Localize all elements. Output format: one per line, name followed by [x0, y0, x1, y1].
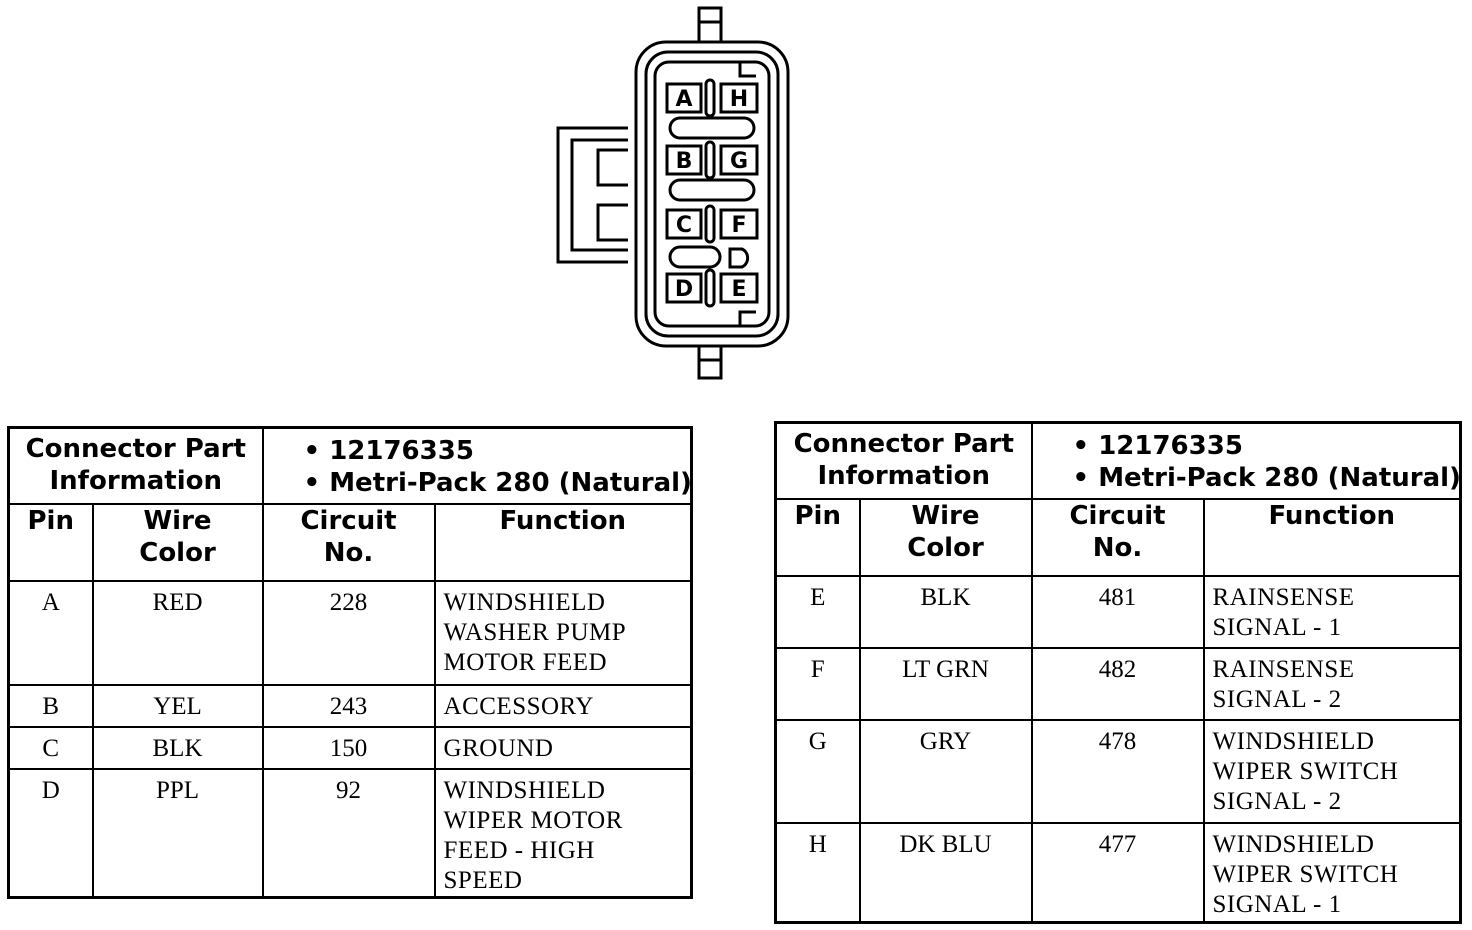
header-wire-color: Wire Color: [860, 499, 1032, 576]
table-row: [776, 823, 1461, 923]
circuit-cell: 243: [263, 685, 435, 727]
pinout-table-right: [774, 421, 1462, 924]
wire-color-cell: GRY: [860, 720, 1032, 823]
circuit-cell: 481: [1032, 576, 1204, 648]
pin-cell: B: [9, 685, 93, 727]
table-row: [776, 720, 1461, 823]
table-row: [776, 648, 1461, 720]
circuit-cell: 478: [1032, 720, 1204, 823]
table-row: [9, 581, 692, 685]
header-pin: Pin: [9, 504, 93, 581]
pin-cell: G: [776, 720, 860, 823]
pin-label: B: [675, 149, 693, 174]
pin-label: C: [675, 213, 693, 238]
function-cell: GROUND: [435, 727, 692, 769]
header-function: Function: [435, 504, 692, 581]
function-cell: RAINSENSE SIGNAL - 2: [1204, 648, 1461, 720]
pin-cell: A: [9, 581, 93, 685]
wire-color-cell: BLK: [93, 727, 263, 769]
function-cell: WINDSHIELD WIPER SWITCH SIGNAL - 2: [1204, 720, 1461, 823]
pin-cell: F: [776, 648, 860, 720]
pin-label: G: [729, 149, 749, 174]
circuit-cell: 477: [1032, 823, 1204, 923]
wire-color-cell: DK BLU: [860, 823, 1032, 923]
header-circuit-no: Circuit No.: [263, 504, 435, 581]
table-row: [9, 685, 692, 727]
pin-label: E: [731, 277, 747, 302]
connector-part-info: [1032, 423, 1461, 499]
table-row: [9, 727, 692, 769]
pin-cell: C: [9, 727, 93, 769]
function-cell: WINDSHIELD WIPER MOTOR FEED - HIGH SPEED: [435, 769, 692, 898]
circuit-cell: 150: [263, 727, 435, 769]
wire-color-cell: PPL: [93, 769, 263, 898]
wire-color-cell: LT GRN: [860, 648, 1032, 720]
header-wire-color: Wire Color: [93, 504, 263, 581]
pin-cell: E: [776, 576, 860, 648]
function-cell: WINDSHIELD WIPER SWITCH SIGNAL - 1: [1204, 823, 1461, 923]
wire-color-cell: BLK: [860, 576, 1032, 648]
connector-part-label: Connector Part Information: [9, 428, 263, 504]
circuit-cell: 228: [263, 581, 435, 685]
header-pin: Pin: [776, 499, 860, 576]
pin-cell: D: [9, 769, 93, 898]
part-family: • Metri-Pack 280 (Natural): [304, 467, 691, 499]
wire-color-cell: YEL: [93, 685, 263, 727]
part-family: • Metri-Pack 280 (Natural): [1073, 462, 1460, 494]
table-row: [776, 576, 1461, 648]
pin-label: D: [674, 277, 694, 302]
pin-label: A: [675, 87, 693, 112]
part-number: • 12176335: [304, 435, 691, 467]
circuit-cell: 482: [1032, 648, 1204, 720]
header-circuit-no: Circuit No.: [1032, 499, 1204, 576]
pin-label: F: [731, 213, 747, 238]
circuit-cell: 92: [263, 769, 435, 898]
function-cell: WINDSHIELD WASHER PUMP MOTOR FEED: [435, 581, 692, 685]
function-cell: RAINSENSE SIGNAL - 1: [1204, 576, 1461, 648]
pin-label: H: [729, 87, 749, 112]
connector-face-diagram: [0, 0, 1472, 400]
connector-part-info: [263, 428, 692, 504]
header-function: Function: [1204, 499, 1461, 576]
pinout-table-left: [7, 426, 693, 899]
table-row: [9, 769, 692, 898]
connector-part-label: Connector Part Information: [776, 423, 1032, 499]
pin-cell: H: [776, 823, 860, 923]
function-cell: ACCESSORY: [435, 685, 692, 727]
part-number: • 12176335: [1073, 430, 1460, 462]
wire-color-cell: RED: [93, 581, 263, 685]
